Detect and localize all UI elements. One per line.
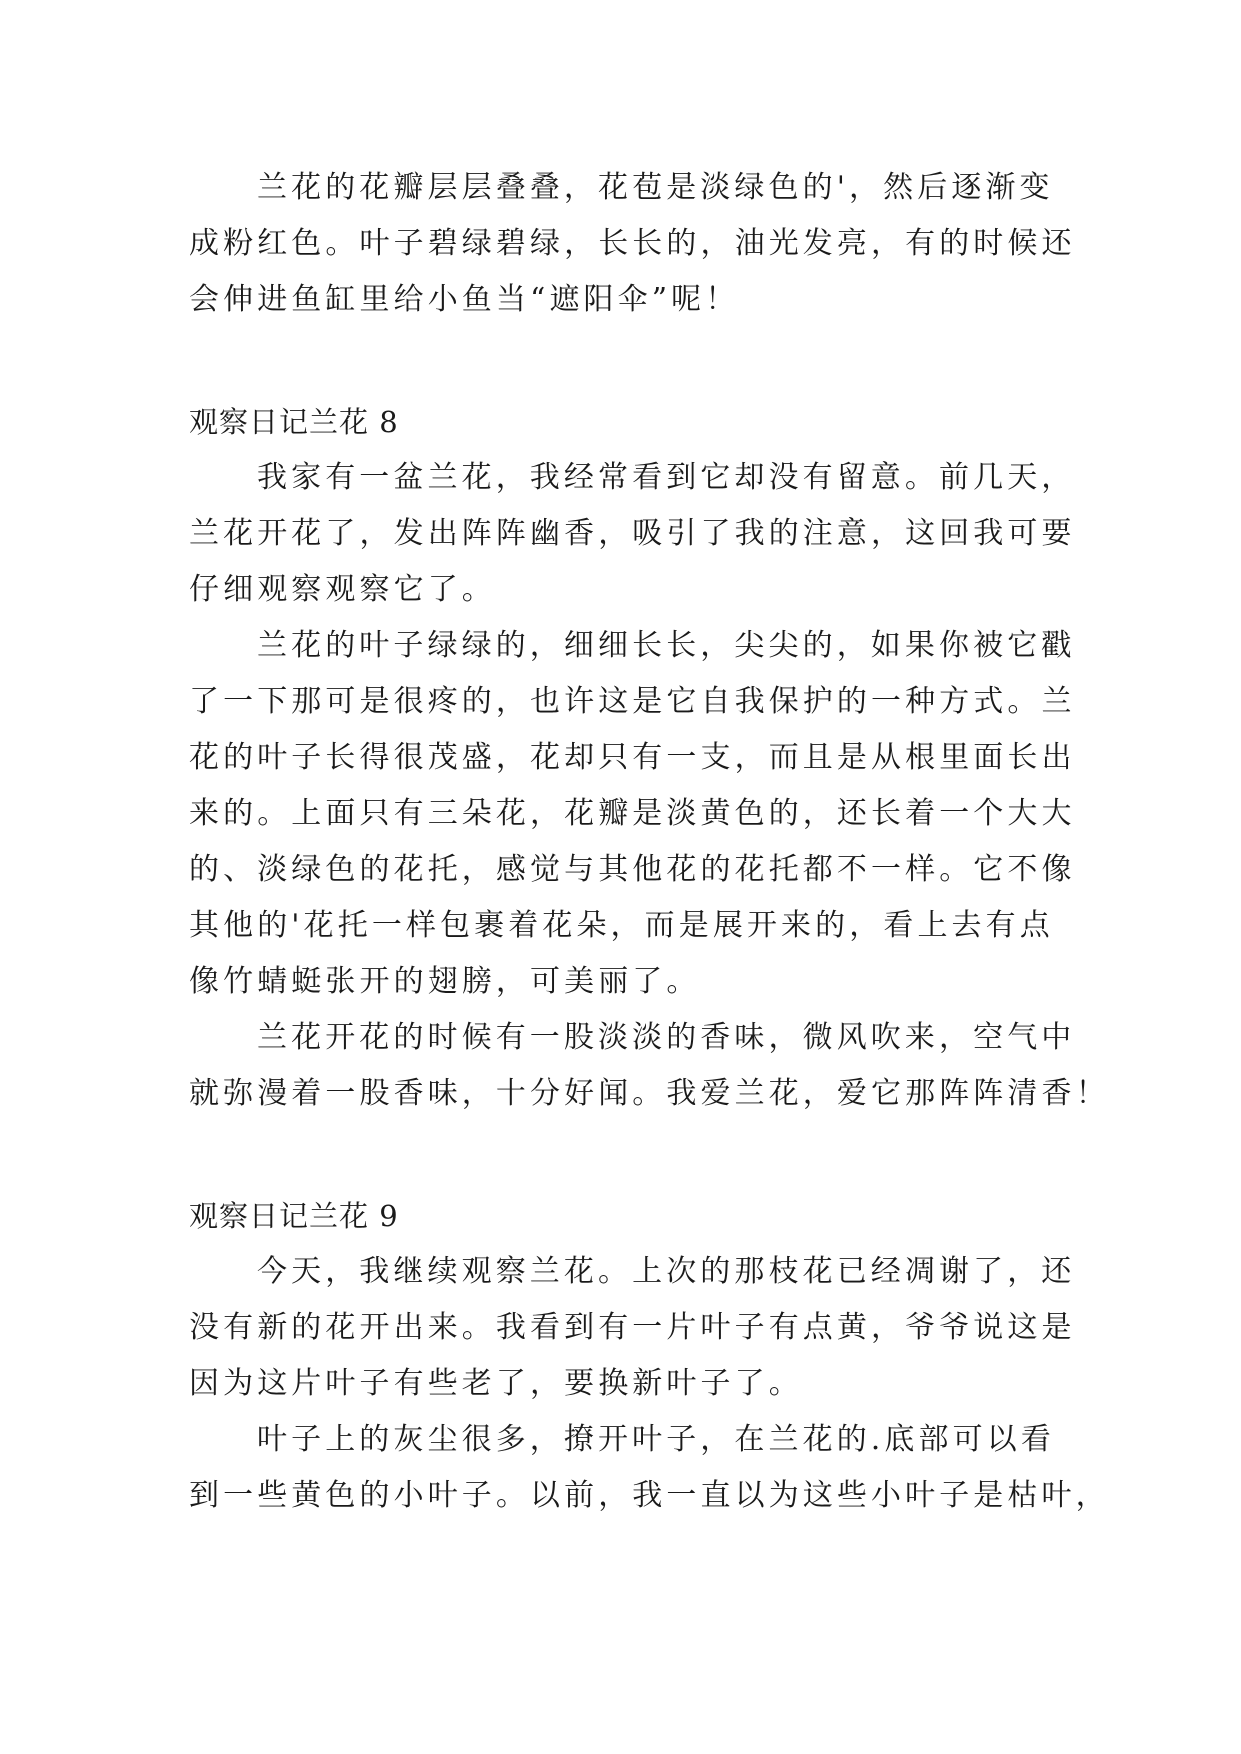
text-line: 因为这片叶子有些老了，要换新叶子了。 [189,1366,803,1401]
text-line: 兰花开花的时候有一股淡淡的香味，微风吹来，空气中 [257,1020,1076,1055]
text-line: 没有新的花开出来。我看到有一片叶子有点黄，爷爷说这是 [189,1310,1076,1345]
section-heading: 观察日记兰花 8 [189,405,399,439]
text-line: 就弥漫着一股香味，十分好闻。我爱兰花，爱它那阵阵清香！ [189,1076,1110,1111]
text-line: 兰花开花了，发出阵阵幽香，吸引了我的注意，这回我可要 [189,516,1076,551]
paragraph [189,618,1076,1010]
paragraph [189,1412,1110,1524]
section-8 [189,394,1110,1122]
paragraph [189,450,1076,618]
paragraph [189,1244,1076,1412]
document-page [189,160,1110,1524]
section-9 [189,1188,1110,1524]
text-line: 兰花的叶子绿绿的，细细长长，尖尖的，如果你被它戳 [257,628,1076,663]
text-line: 会伸进鱼缸里给小鱼当“遮阳伞”呢！ [189,282,740,317]
section-heading: 观察日记兰花 9 [189,1199,399,1233]
text-line: 了一下那可是很疼的，也许这是它自我保护的一种方式。兰 [189,684,1076,719]
text-line: 花的叶子长得很茂盛，花却只有一支，而且是从根里面长出 [189,740,1076,775]
text-line: 叶子上的灰尘很多，撩开叶子，在兰花的.底部可以看 [257,1422,1055,1457]
text-line: 我家有一盆兰花，我经常看到它却没有留意。前几天， [257,460,1076,495]
text-line: 今天，我继续观察兰花。上次的那枝花已经凋谢了，还 [257,1254,1076,1289]
text-line: 成粉红色。叶子碧绿碧绿，长长的，油光发亮，有的时候还 [189,226,1076,261]
text-line: 来的。上面只有三朵花，花瓣是淡黄色的，还长着一个大大 [189,796,1076,831]
text-line: 仔细观察观察它了。 [189,572,496,607]
text-line: 到一些黄色的小叶子。以前，我一直以为这些小叶子是枯叶， [189,1478,1110,1513]
text-line: 像竹蜻蜓张开的翅膀，可美丽了。 [189,964,701,999]
text-line: 其他的'花托一样包裹着花朵，而是展开来的，看上去有点 [189,908,1054,943]
paragraph [189,1010,1110,1122]
text-line: 兰花的花瓣层层叠叠，花苞是淡绿色的'，然后逐渐变 [257,170,1054,205]
text-line: 的、淡绿色的花托，感觉与其他花的花托都不一样。它不像 [189,852,1076,887]
paragraph [189,160,1076,328]
